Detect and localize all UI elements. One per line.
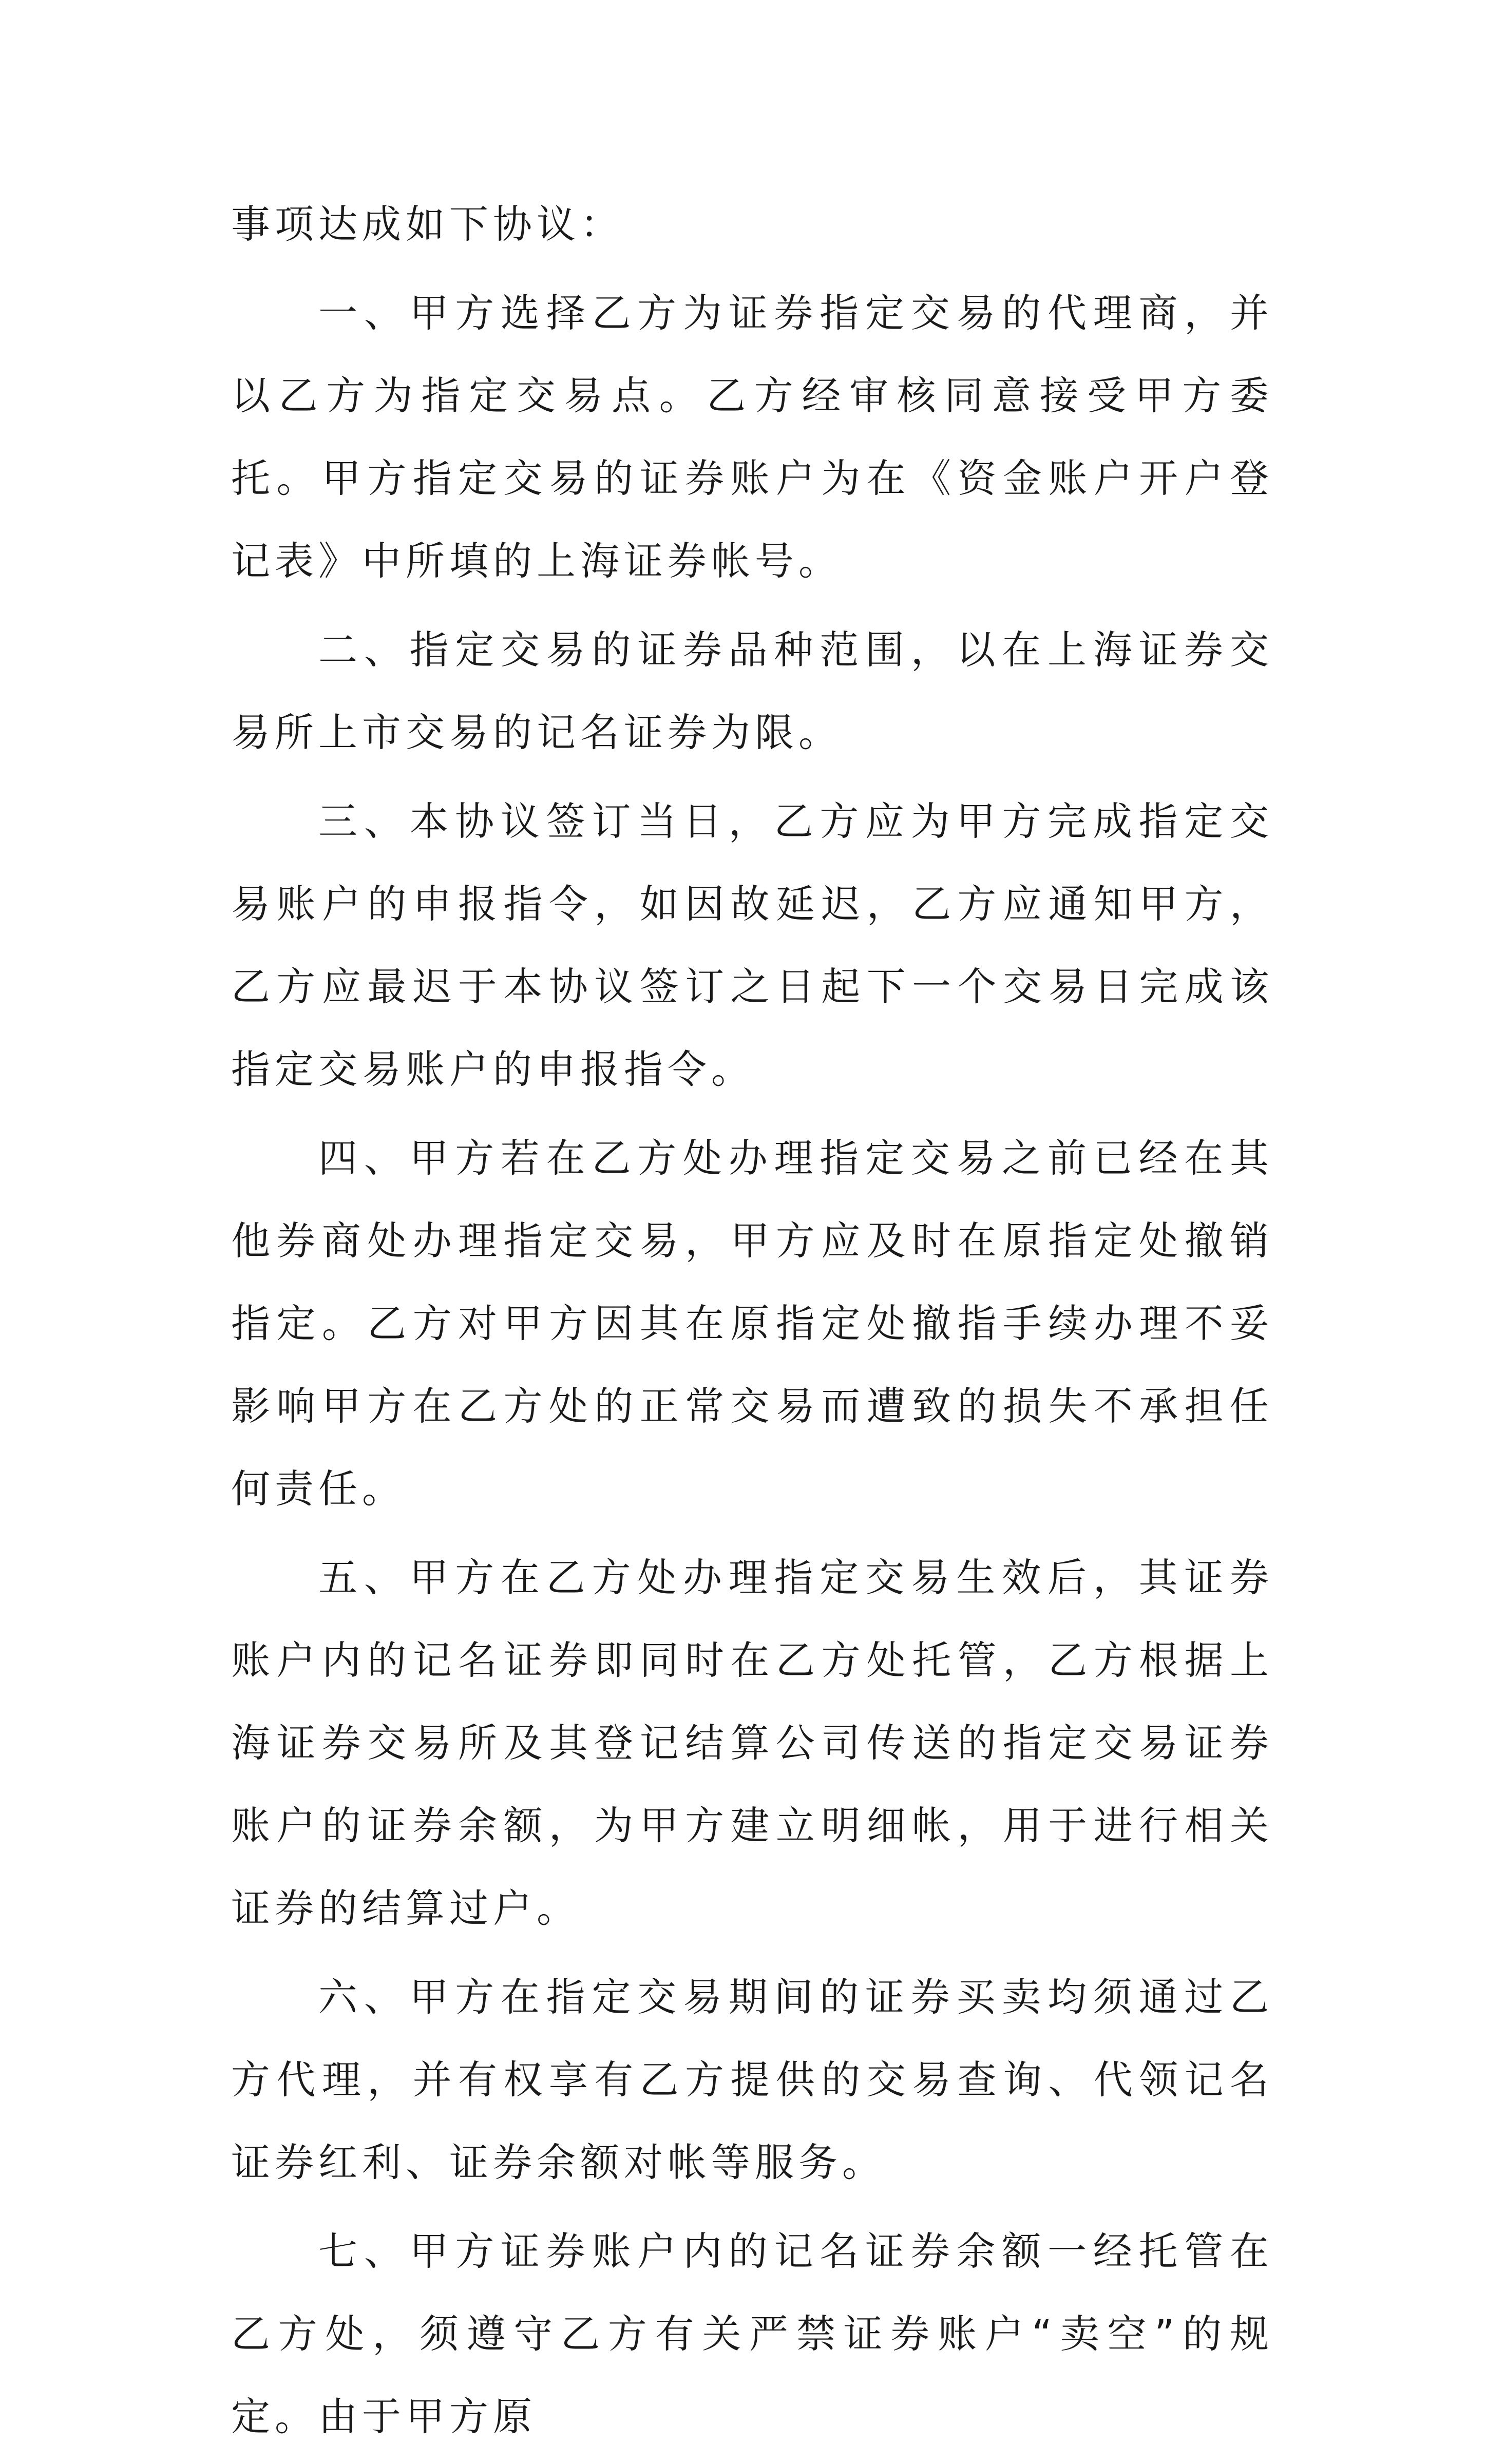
clause-7: 七、甲方证券账户内的记名证券余额一经托管在乙方处，须遵守乙方有关严禁证券账户“卖空”的规定。由于甲方原 [231, 2228, 1273, 2439]
clause-1: 一、甲方选择乙方为证券指定交易的代理商，并以乙方为指定交易点。乙方经审核同意接受甲方委托。甲方指定交易的证券账户为在《资金账户开户登记表》中所填的上海证券帐号。 [231, 290, 1273, 584]
clause-4: 四、甲方若在乙方处办理指定交易之前已经在其他券商处办理指定交易，甲方应及时在原指定处撤销指定。乙方对甲方因其在原指定处撤指手续办理不妥影响甲方在乙方处的正常交易而遭致的损失不承担任何责任。 [231, 1135, 1273, 1512]
clause-6: 六、甲方在指定交易期间的证券买卖均须通过乙方代理，并有权享有乙方提供的交易查询、代领记名证券红利、证券余额对帐等服务。 [231, 1974, 1273, 2185]
clause-2: 二、指定交易的证券品种范围，以在上海证券交易所上市交易的记名证券为限。 [231, 627, 1273, 755]
clause-5: 五、甲方在乙方处办理指定交易生效后，其证券账户内的记名证券即同时在乙方处托管，乙方根据上海证券交易所及其登记结算公司传送的指定交易证券账户的证券余额，为甲方建立明细帐，用于进行相关证券的结算过户。 [231, 1555, 1273, 1931]
agreement-body [231, 183, 1273, 2464]
clause-3: 三、本协议签订当日，乙方应为甲方完成指定交易账户的申报指令，如因故延迟，乙方应通知甲方，乙方应最迟于本协议签订之日起下一个交易日完成该指定交易账户的申报指令。 [231, 798, 1273, 1092]
lead-paragraph: 事项达成如下协议： [231, 201, 624, 247]
